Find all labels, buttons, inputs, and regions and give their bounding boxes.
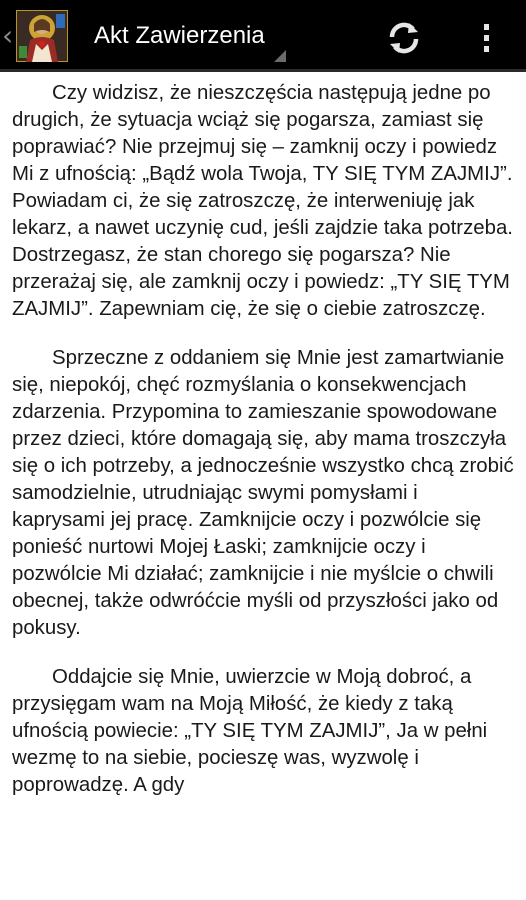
up-caret-icon[interactable]: ‹ xyxy=(2,19,14,52)
refresh-icon xyxy=(386,20,422,56)
overflow-menu-icon-dot xyxy=(484,46,489,52)
overflow-menu-button[interactable] xyxy=(466,14,506,62)
overflow-menu-icon-dot xyxy=(484,35,489,41)
paragraph: Czy widzisz, że nieszczęścia następują jedne po drugich, że sytuacja wciąż się pogarsza, zamiast się poprawiać? Nie przejmuj się – zamknij oczy i powiedz Mi z ufnością: „Bądź wola Twoja, TY SIĘ TYM ZAJMIJ”. Powiadam ci, że się zatroszczę, że interweniuję jak lekarz, a nawet uczynię cud, jeśli zajdzie taka potrzeba. Dostrzegasz, że stan chorego się pogarsza? Nie przerażaj się, ale zamknij oczy i powiedz: „TY SIĘ TYM ZAJMIJ”. Zapewniam cię, że się o ciebie zatroszczę. xyxy=(12,82,513,320)
app-title[interactable]: Akt Zawierzenia xyxy=(94,22,265,49)
action-bar xyxy=(0,0,526,72)
paragraph: Sprzeczne z oddaniem się Mnie jest zamartwianie się, niepokój, chęć rozmyślania o konsekwencjach zdarzenia. Przypomina to zamieszanie spowodowane przez dzieci, które domagają się, aby mama troszczyła się o ich potrzeby, a jednocześnie wszystko chcą zrobić samodzielnie, utrudniając swymi pomysłami i kaprysami jej pracę. Zamknijcie oczy i pozwólcie się ponieść nurtowi Mojej Łaski; zamknijcie oczy i pozwólcie Mi działać; zamknijcie i nie myślcie o chwili obecnej, także odwróćcie myśli od przyszłości jako od pokusy. xyxy=(12,347,514,639)
app-icon-graphic xyxy=(16,10,68,62)
overflow-menu-icon xyxy=(484,24,489,30)
refresh-button[interactable] xyxy=(380,14,428,62)
paragraph: Oddajcie się Mnie, uwierzcie w Moją dobroć, a przysięgam wam na Moją Miłość, że kiedy z taką ufnością powiecie: „TY SIĘ TYM ZAJMIJ”, Ja w pełni wezmę to na siebie, pocieszę was, wyzwolę i poprowadzę. A gdy xyxy=(12,666,488,796)
title-dropdown-indicator-icon[interactable] xyxy=(274,50,286,62)
prayer-text-content[interactable] xyxy=(12,72,516,900)
sacred-heart-app-icon[interactable] xyxy=(16,10,68,62)
